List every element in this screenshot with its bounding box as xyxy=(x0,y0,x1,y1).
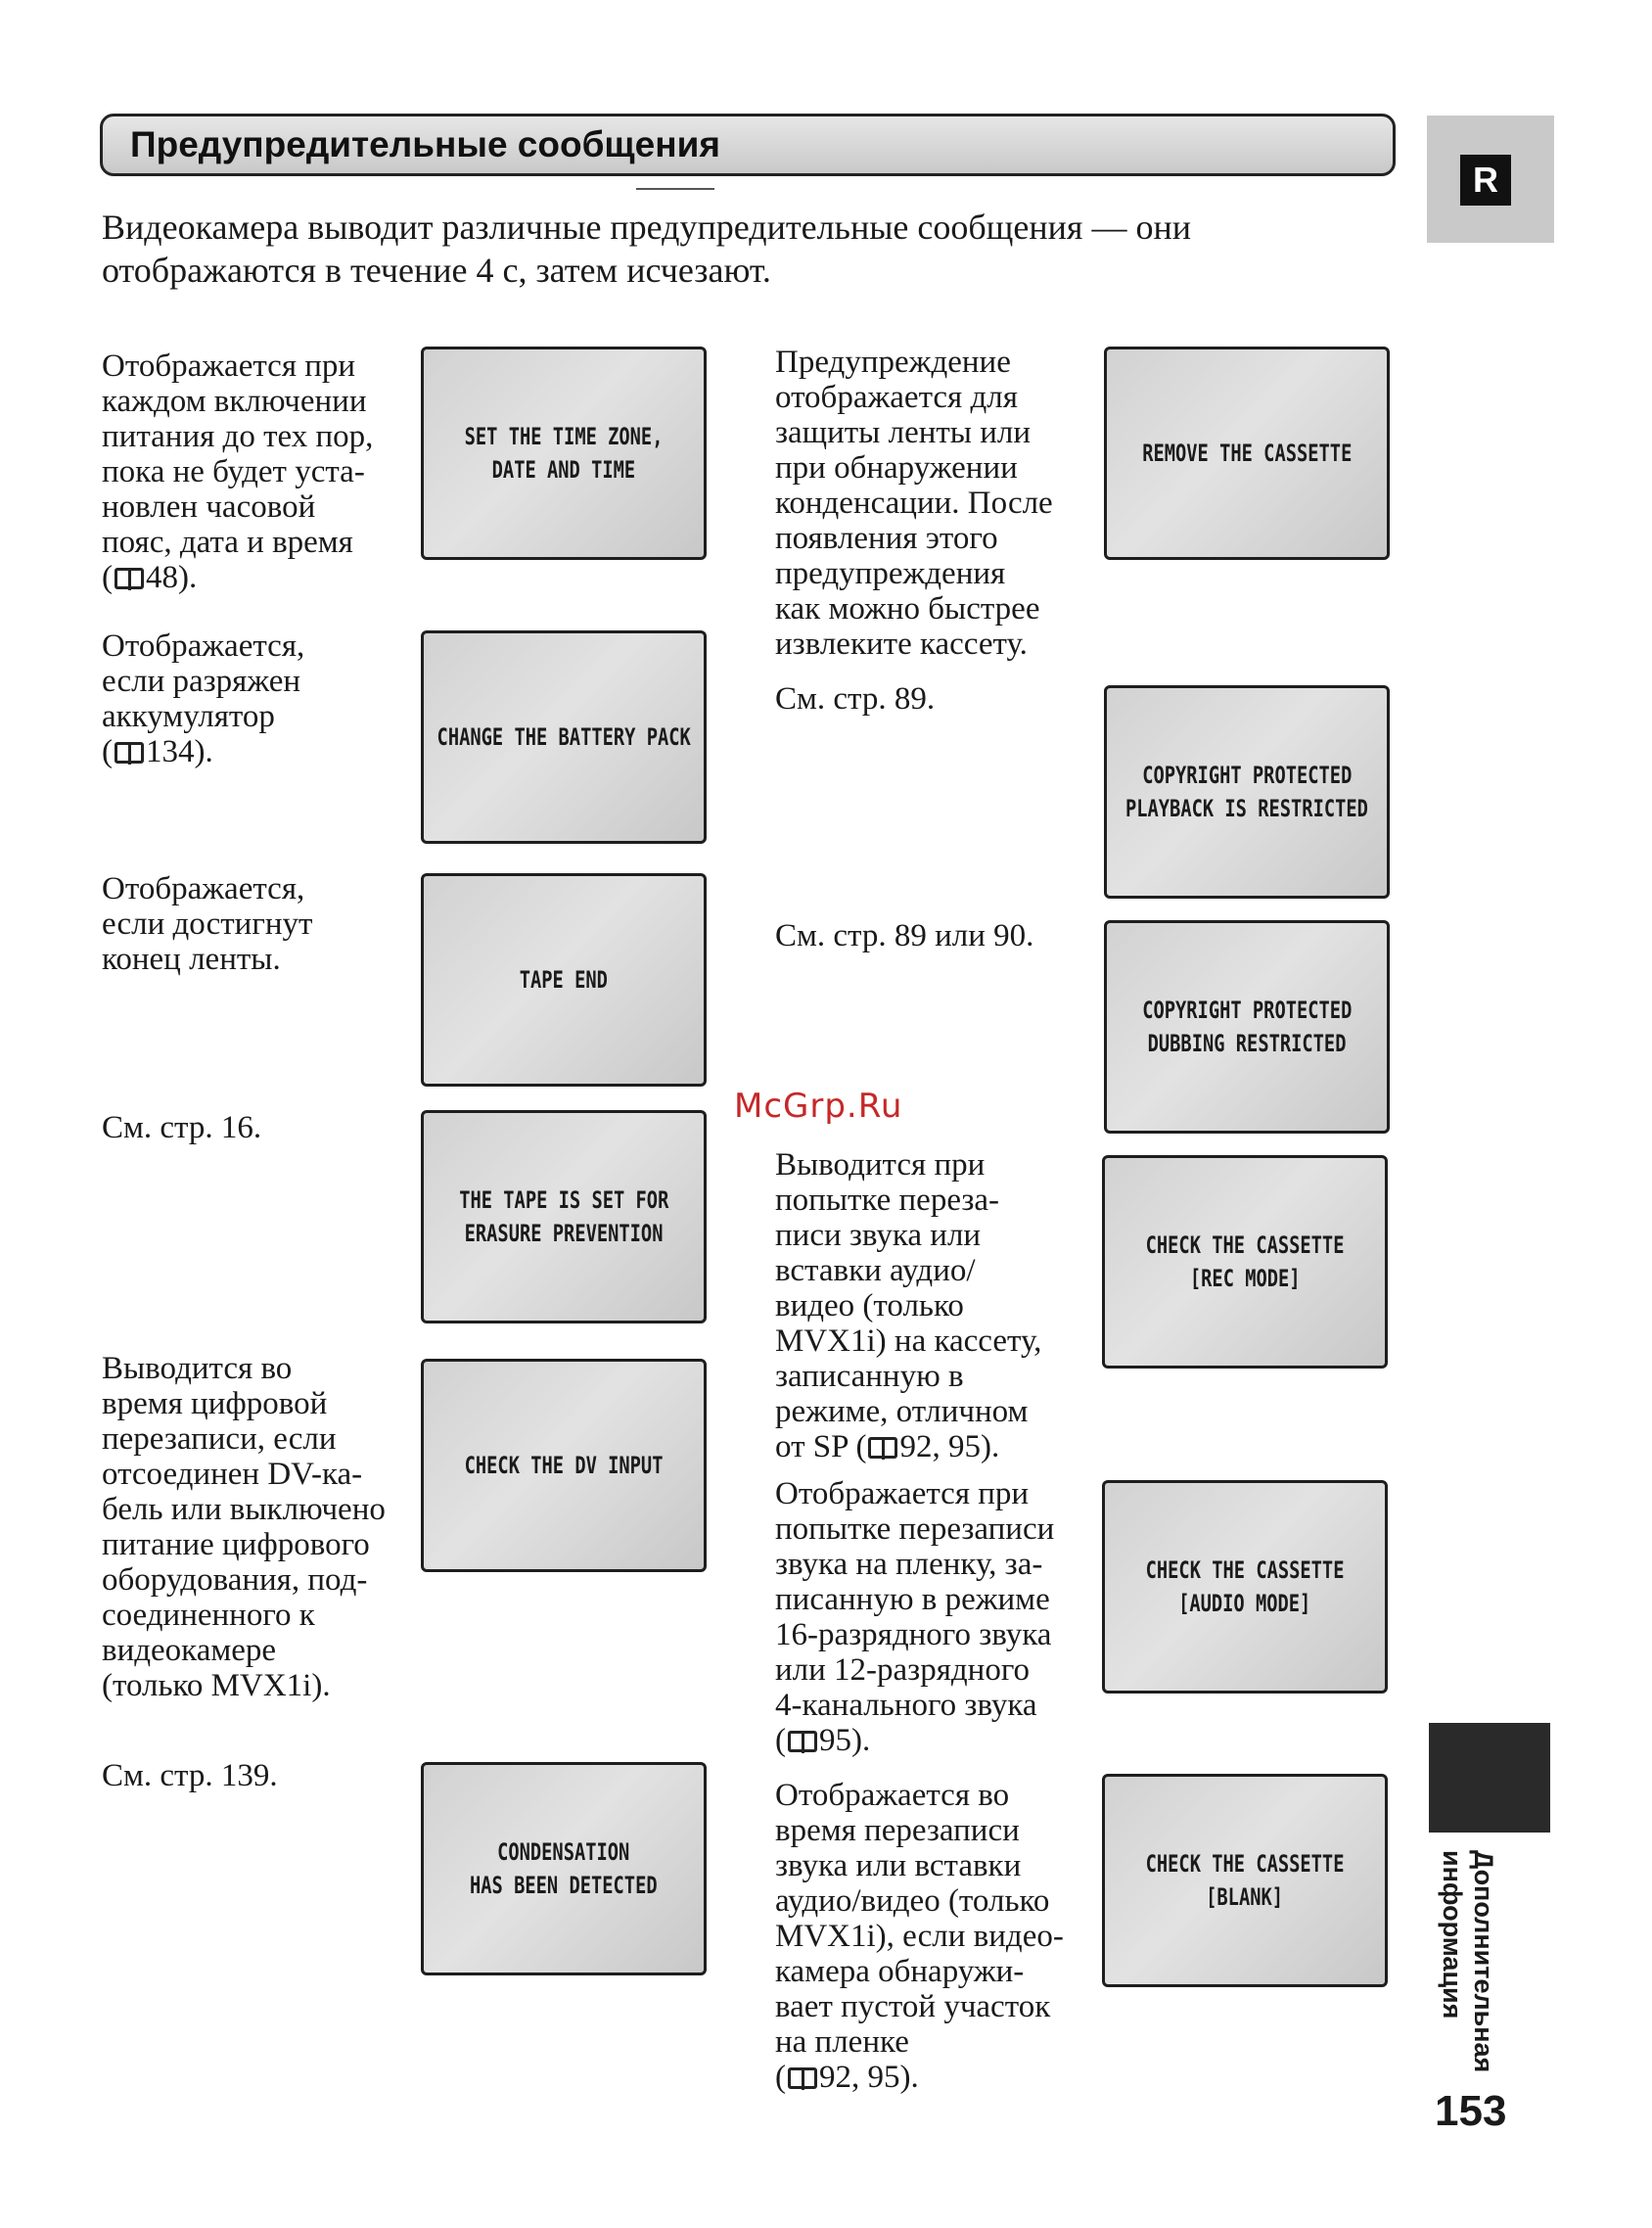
message-description: Отображается во время перезаписи звука или вставки аудио/видео (только MVX1i), если видео- камера обнаружи- вает пустой участок на пленке ( 92, 95). xyxy=(775,1778,1064,2095)
section-side-tab xyxy=(1429,1723,1550,1833)
message-description: Отображается при попытке перезаписи звука на пленку, за- писанную в режиме 16-разрядного звука или 12-разрядного 4-канального звука ( 95). xyxy=(775,1476,1055,1758)
message-description: См. стр. 89. xyxy=(775,681,936,717)
message-description: См. стр. 139. xyxy=(102,1758,278,1793)
warning-screen: COPYRIGHT PROTECTED DUBBING RESTRICTED xyxy=(1104,920,1390,1134)
message-description: Выводится при попытке переза- писи звука или вставки аудио/ видео (только MVX1i) на кассету, записанную в режиме, отличном от SP ( 92, 95). xyxy=(775,1147,1042,1464)
warning-screen: TAPE END xyxy=(421,873,707,1087)
warning-screen: CHANGE THE BATTERY PACK xyxy=(421,630,707,844)
intro-paragraph: Видеокамера выводит различные предупредительные сообщения — они отображаются в течение 4 с, затем исчезают. xyxy=(102,208,1191,290)
warning-screen: COPYRIGHT PROTECTED PLAYBACK IS RESTRICTED xyxy=(1104,685,1390,899)
book-reference-icon xyxy=(115,742,144,764)
section-title-bar xyxy=(100,114,1396,176)
warning-screen: THE TAPE IS SET FOR ERASURE PREVENTION xyxy=(421,1110,707,1323)
section-side-label: Дополнительная информация xyxy=(1438,1850,1498,2073)
message-description: См. стр. 16. xyxy=(102,1110,262,1145)
section-title: Предупредительные сообщения xyxy=(130,124,720,164)
warning-screen: CHECK THE DV INPUT xyxy=(421,1359,707,1572)
language-tab-letter: R xyxy=(1460,155,1511,206)
book-reference-icon xyxy=(868,1437,897,1459)
watermark: McGrp.Ru xyxy=(734,1087,903,1126)
warning-screen: CHECK THE CASSETTE [BLANK] xyxy=(1102,1774,1388,1987)
message-description: Отображается при каждом включении питания до тех пор, пока не будет уста- новлен часовой пояс, дата и время ( 48). xyxy=(102,348,374,595)
message-description: Отображается, если достигнут конец ленты. xyxy=(102,871,313,977)
warning-screen: REMOVE THE CASSETTE xyxy=(1104,347,1390,560)
book-reference-icon xyxy=(788,2067,817,2089)
book-reference-icon xyxy=(115,568,144,589)
book-reference-icon xyxy=(788,1731,817,1752)
language-tab xyxy=(1427,116,1554,243)
warning-screen: CHECK THE CASSETTE [AUDIO MODE] xyxy=(1102,1480,1388,1694)
message-description: См. стр. 89 или 90. xyxy=(775,918,1034,953)
page-number: 153 xyxy=(1435,2087,1507,2135)
warning-screen: CHECK THE CASSETTE [REC MODE] xyxy=(1102,1155,1388,1369)
message-description: Предупреждение отображается для защиты ленты или при обнаружении конденсации. После появления этого предупреждения как можно быстрее извлеките кассету. xyxy=(775,345,1053,662)
decorative-rule xyxy=(636,188,714,190)
message-description: Отображается, если разряжен аккумулятор ( 134). xyxy=(102,628,305,769)
message-description: Выводится во время цифровой перезаписи, если отсоединен DV-ка- бель или выключено питание цифрового оборудования, под- соединенного к видеокамере (только MVX1i). xyxy=(102,1351,386,1703)
warning-screen: CONDENSATION HAS BEEN DETECTED xyxy=(421,1762,707,1975)
warning-screen: SET THE TIME ZONE, DATE AND TIME xyxy=(421,347,707,560)
